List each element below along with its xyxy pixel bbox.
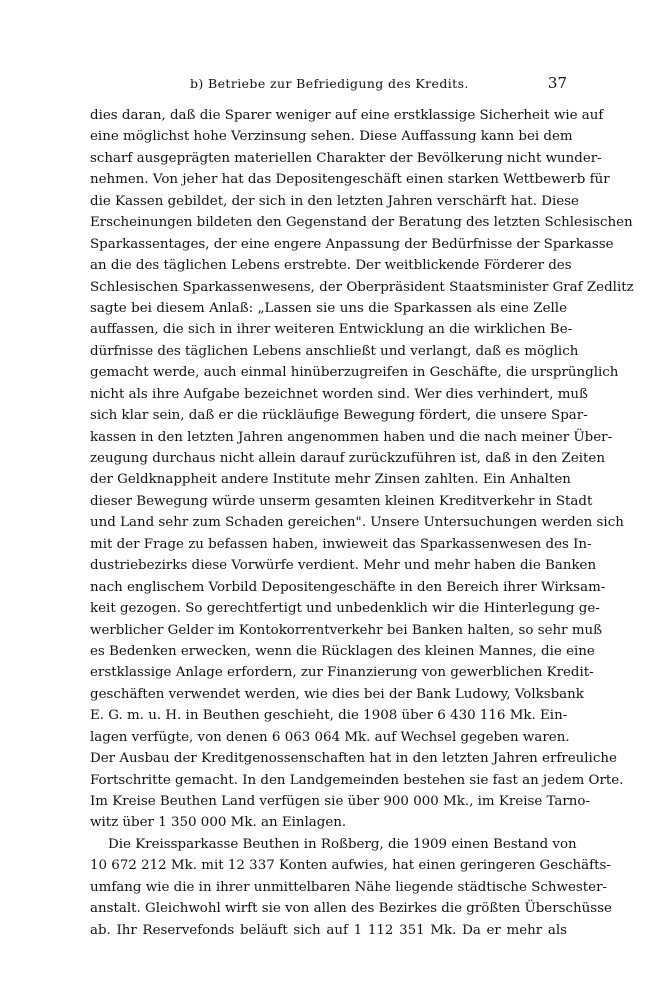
text-line: auffassen, die sich in ihrer weiteren Entwicklung an die wirklichen Be-	[90, 322, 573, 338]
text-line: eine möglichst hohe Verzinsung sehen. Diese Auffassung kann bei dem	[90, 129, 573, 145]
page-number: 37	[547, 74, 567, 92]
paragraph-start-line: Die Kreissparkasse Beuthen in Roßberg, die 1909 einen Bestand von	[108, 836, 577, 852]
text-line: keit gezogen. So gerechtfertigt und unbedenklich wir die Hinterlegung ge-	[90, 601, 600, 617]
running-head: b) Betriebe zur Befriedigung des Kredits.	[190, 76, 469, 91]
text-line: dies daran, daß die Sparer weniger auf eine erstklassige Sicherheit wie auf	[90, 108, 604, 123]
paragraph-end-line: witz über 1 350 000 Mk. an Einlagen.	[90, 815, 347, 831]
text-line: dieser Bewegung würde unserm gesamten kleinen Kreditverkehr in Stadt	[90, 493, 593, 509]
page-header	[90, 72, 567, 94]
text-line: umfang wie die in ihrer unmittelbaren Nähe liegende städtische Schwester-	[90, 879, 607, 895]
text-line: an die des täglichen Lebens erstrebte. Der weitblickende Förderer des	[90, 258, 572, 274]
text-line: lagen verfügte, von denen 6 063 064 Mk. auf Wechsel gegeben waren.	[90, 729, 570, 745]
text-line: gemacht werde, auch einmal hinüberzugreifen in Geschäfte, die ursprünglich	[90, 365, 619, 381]
text-line: 10 672 212 Mk. mit 12 337 Konten aufwies, hat einen geringeren Geschäfts-	[90, 858, 611, 874]
text-line: Im Kreise Beuthen Land verfügen sie über 900 000 Mk., im Kreise Tarno-	[90, 794, 591, 809]
text-line: dustriebezirks diese Vorwürfe verdient. Mehr und mehr haben die Banken	[90, 558, 597, 574]
text-line: nach englischem Vorbild Depositengeschäfte in den Bereich ihrer Wirksam-	[90, 579, 606, 595]
text-line: ab. Ihr Reservefonds beläuft sich auf 1 112 351 Mk. Da er mehr als	[90, 922, 567, 938]
text-line: Der Ausbau der Kreditgenossenschaften hat in den letzten Jahren erfreuliche	[90, 751, 617, 767]
text-line: dürfnisse des täglichen Lebens anschließt und verlangt, daß es möglich	[90, 343, 579, 359]
text-line: Fortschritte gemacht. In den Landgemeinden bestehen sie fast an jedem Orte.	[90, 772, 624, 788]
text-line: die Kassen gebildet, der sich in den letzten Jahren verschärft hat. Diese	[90, 193, 579, 209]
text-line: werblicher Gelder im Kontokorrentverkehr bei Banken halten, so sehr muß	[90, 622, 603, 638]
text-line: Schlesischen Sparkassenwesens, der Oberpräsident Staatsminister Graf Zedlitz	[90, 279, 634, 295]
text-line: geschäften verwendet werden, wie dies bei der Bank Ludowy, Volksbank	[90, 686, 584, 702]
text-line: kassen in den letzten Jahren angenommen haben und die nach meiner Über-	[90, 429, 613, 445]
text-line: anstalt. Gleichwohl wirft sie von allen des Bezirkes die größten Überschüsse	[90, 901, 612, 917]
text-line: und Land sehr zum Schaden gereichen". Unsere Untersuchungen werden sich	[90, 515, 624, 531]
text-line: nicht als ihre Aufgabe bezeichnet worden sind. Wer dies verhindert, muß	[90, 386, 588, 402]
text-line: es Bedenken erwecken, wenn die Rücklagen des kleinen Mannes, die eine	[90, 643, 595, 659]
text-line: E. G. m. u. H. in Beuthen geschieht, die 1908 über 6 430 116 Mk. Ein-	[90, 708, 568, 724]
text-line: Sparkassentages, der eine engere Anpassung der Bedürfnisse der Sparkasse	[90, 236, 614, 252]
text-line: erstklassige Anlage erfordern, zur Finanzierung von gewerblichen Kredit-	[90, 665, 594, 681]
text-line: sagte bei diesem Anlaß: „Lassen sie uns die Sparkassen als eine Zelle	[90, 300, 567, 316]
text-line: der Geldknappheit andere Institute mehr Zinsen zahlten. Ein Anhalten	[90, 472, 571, 488]
text-line: sich klar sein, daß er die rückläufige Bewegung fördert, die unsere Spar-	[90, 408, 588, 424]
text-line: Erscheinungen bildeten den Gegenstand der Beratung des letzten Schlesischen	[90, 215, 633, 231]
body-text	[90, 105, 634, 941]
text-line: zeugung durchaus nicht allein darauf zurückzuführen ist, daß in den Zeiten	[90, 451, 605, 466]
text-line: mit der Frage zu befassen haben, inwieweit das Sparkassenwesen des In-	[90, 536, 592, 552]
text-line: nehmen. Von jeher hat das Depositengeschäft einen starken Wettbewerb für	[90, 172, 610, 188]
text-line: scharf ausgeprägten materiellen Charakter der Bevölkerung nicht wunder-	[90, 150, 602, 166]
